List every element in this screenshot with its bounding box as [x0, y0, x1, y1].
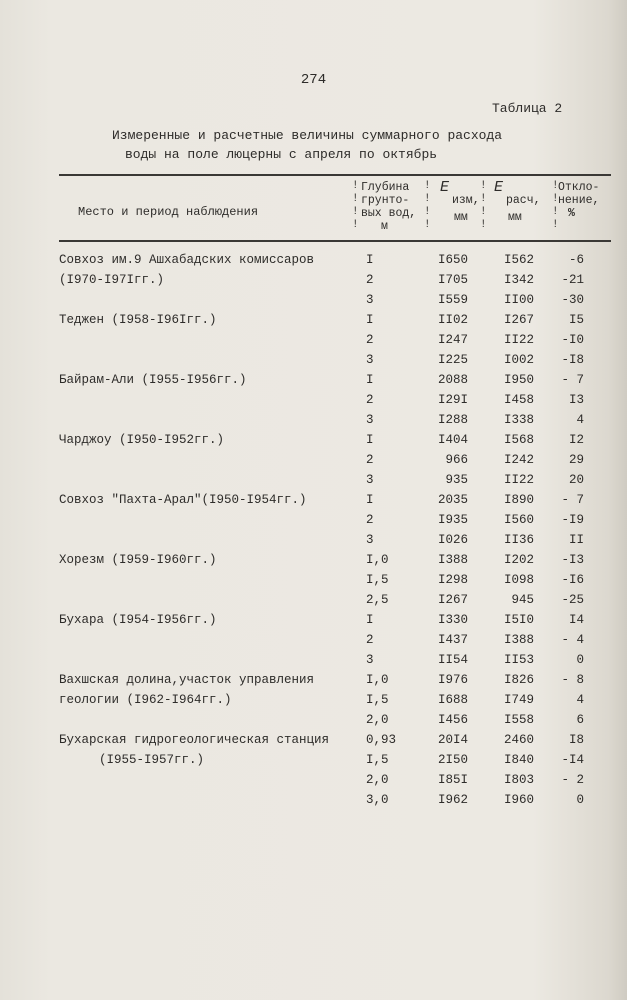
cell-deviation: I5 — [568, 313, 584, 327]
cell-depth: I,5 — [366, 693, 389, 707]
cell-measured: I404 — [437, 433, 468, 447]
cell-deviation: - 2 — [561, 773, 584, 787]
cell-measured: I267 — [437, 593, 468, 607]
cell-place: (I970-I97Iгг.) — [59, 273, 165, 287]
cell-measured: 2I50 — [437, 753, 468, 767]
cell-place: Совхоз им.9 Ашхабадских комиссаров — [59, 253, 315, 267]
table-header-rule — [59, 240, 611, 242]
cell-depth: 3 — [366, 473, 374, 487]
cell-calculated: II53 — [503, 653, 534, 667]
cell-deviation: 0 — [576, 793, 584, 807]
cell-calculated: I558 — [503, 713, 534, 727]
cell-measured: I026 — [437, 533, 468, 547]
cell-depth: 2,0 — [366, 773, 389, 787]
cell-place: Байрам-Али (I955-I956гг.) — [59, 373, 247, 387]
cell-deviation: 0 — [576, 653, 584, 667]
cell-deviation: I3 — [568, 393, 584, 407]
cell-place: Бухара (I954-I956гг.) — [59, 613, 217, 627]
cell-calculated: I960 — [503, 793, 534, 807]
cell-deviation: -21 — [561, 273, 584, 287]
cell-depth: I — [366, 253, 374, 267]
cell-calculated: I826 — [503, 673, 534, 687]
cell-measured: I437 — [437, 633, 468, 647]
cell-measured: I976 — [437, 673, 468, 687]
cell-calculated: I202 — [503, 553, 534, 567]
cell-depth: I,0 — [366, 553, 389, 567]
column-separator: ! ! ! ! — [480, 180, 487, 231]
column-header-depth: Глубина грунто- вых вод, м — [361, 181, 417, 233]
cell-depth: 3,0 — [366, 793, 389, 807]
cell-measured: I705 — [437, 273, 468, 287]
cell-measured: 935 — [445, 473, 468, 487]
cell-deviation: - 7 — [561, 373, 584, 387]
cell-calculated: I242 — [503, 453, 534, 467]
cell-deviation: -I4 — [561, 753, 584, 767]
cell-deviation: - 4 — [561, 633, 584, 647]
cell-measured: I298 — [437, 573, 468, 587]
column-header-measured: E изм, мм — [440, 179, 480, 224]
cell-deviation: I4 — [568, 613, 584, 627]
cell-calculated: I5I0 — [503, 613, 534, 627]
cell-depth: I — [366, 313, 374, 327]
cell-deviation: -I9 — [561, 513, 584, 527]
cell-calculated: I098 — [503, 573, 534, 587]
cell-measured: I935 — [437, 513, 468, 527]
cell-measured: I29I — [437, 393, 468, 407]
cell-measured: II54 — [437, 653, 468, 667]
cell-depth: 2,0 — [366, 713, 389, 727]
cell-deviation: -I0 — [561, 333, 584, 347]
cell-depth: 3 — [366, 413, 374, 427]
cell-place: Совхоз "Пахта-Арал"(I950-I954гг.) — [59, 493, 307, 507]
cell-deviation: I8 — [568, 733, 584, 747]
cell-calculated: I890 — [503, 493, 534, 507]
cell-deviation: 29 — [568, 453, 584, 467]
cell-place: Хорезм (I959-I960гг.) — [59, 553, 217, 567]
cell-calculated: I342 — [503, 273, 534, 287]
page-number: 274 — [300, 72, 327, 88]
cell-depth: 2 — [366, 513, 374, 527]
cell-deviation: II — [568, 533, 584, 547]
table-caption-line-2: воды на поле люцерны с апреля по октябрь — [125, 147, 438, 162]
cell-depth: 3 — [366, 293, 374, 307]
cell-depth: I — [366, 613, 374, 627]
cell-depth: 2 — [366, 453, 374, 467]
cell-measured: I288 — [437, 413, 468, 427]
cell-calculated: I338 — [503, 413, 534, 427]
cell-place: геологии (I962-I964гг.) — [59, 693, 232, 707]
cell-calculated: I267 — [503, 313, 534, 327]
cell-deviation: -6 — [568, 253, 584, 267]
cell-measured: I456 — [437, 713, 468, 727]
cell-depth: 2 — [366, 633, 374, 647]
cell-place: Чарджоу (I950-I952гг.) — [59, 433, 225, 447]
table-top-rule — [59, 174, 611, 176]
cell-place: Вахшская долина,участок управления — [59, 673, 315, 687]
cell-measured: I330 — [437, 613, 468, 627]
cell-place: Бухарская гидрогеологическая станция — [59, 733, 330, 747]
cell-calculated: 945 — [511, 593, 534, 607]
column-header-calculated: E расч, мм — [494, 179, 541, 224]
cell-measured: I650 — [437, 253, 468, 267]
cell-measured: I962 — [437, 793, 468, 807]
cell-depth: 2 — [366, 333, 374, 347]
cell-calculated: I458 — [503, 393, 534, 407]
cell-depth: I — [366, 493, 374, 507]
cell-deviation: -I8 — [561, 353, 584, 367]
cell-calculated: I568 — [503, 433, 534, 447]
cell-measured: 966 — [445, 453, 468, 467]
cell-calculated: II00 — [503, 293, 534, 307]
cell-depth: 0,93 — [366, 733, 397, 747]
cell-measured: I388 — [437, 553, 468, 567]
cell-calculated: I562 — [503, 253, 534, 267]
cell-calculated: I950 — [503, 373, 534, 387]
cell-measured: 2088 — [437, 373, 468, 387]
cell-place: (I955-I957гг.) — [99, 753, 205, 767]
cell-measured: II02 — [437, 313, 468, 327]
cell-measured: 2035 — [437, 493, 468, 507]
column-separator: ! ! ! ! — [552, 180, 559, 231]
cell-depth: I,0 — [366, 673, 389, 687]
table-caption-line-1: Измеренные и расчетные величины суммарного расхода — [112, 128, 503, 143]
cell-depth: 3 — [366, 353, 374, 367]
cell-depth: I — [366, 433, 374, 447]
cell-calculated: I388 — [503, 633, 534, 647]
cell-measured: I85I — [437, 773, 468, 787]
cell-calculated: I840 — [503, 753, 534, 767]
cell-calculated: I803 — [503, 773, 534, 787]
cell-deviation: -25 — [561, 593, 584, 607]
cell-measured: I688 — [437, 693, 468, 707]
cell-deviation: -I3 — [561, 553, 584, 567]
cell-deviation: - 8 — [561, 673, 584, 687]
cell-depth: 2,5 — [366, 593, 389, 607]
cell-depth: I,5 — [366, 753, 389, 767]
cell-measured: I559 — [437, 293, 468, 307]
cell-calculated: II22 — [503, 473, 534, 487]
cell-deviation: 6 — [576, 713, 584, 727]
cell-calculated: I002 — [503, 353, 534, 367]
cell-depth: 2 — [366, 393, 374, 407]
cell-calculated: II36 — [503, 533, 534, 547]
cell-deviation: -30 — [561, 293, 584, 307]
cell-deviation: -I6 — [561, 573, 584, 587]
column-header-deviation: Откло- нение, % — [558, 181, 600, 220]
column-separator: ! ! ! ! — [424, 180, 431, 231]
cell-deviation: 20 — [568, 473, 584, 487]
cell-deviation: - 7 — [561, 493, 584, 507]
cell-depth: I,5 — [366, 573, 389, 587]
cell-measured: I247 — [437, 333, 468, 347]
cell-deviation: I2 — [568, 433, 584, 447]
cell-calculated: 2460 — [503, 733, 534, 747]
cell-calculated: II22 — [503, 333, 534, 347]
cell-measured: 20I4 — [437, 733, 468, 747]
cell-calculated: I560 — [503, 513, 534, 527]
cell-place: Теджен (I958-I96Iгг.) — [59, 313, 217, 327]
cell-depth: 3 — [366, 533, 374, 547]
cell-deviation: 4 — [576, 693, 584, 707]
cell-depth: 2 — [366, 273, 374, 287]
cell-calculated: I749 — [503, 693, 534, 707]
cell-depth: 3 — [366, 653, 374, 667]
cell-depth: I — [366, 373, 374, 387]
column-header-place: Место и период наблюдения — [78, 205, 259, 219]
column-separator: ! ! ! ! — [352, 180, 359, 231]
cell-deviation: 4 — [576, 413, 584, 427]
table-label: Таблица 2 — [492, 101, 563, 116]
cell-measured: I225 — [437, 353, 468, 367]
